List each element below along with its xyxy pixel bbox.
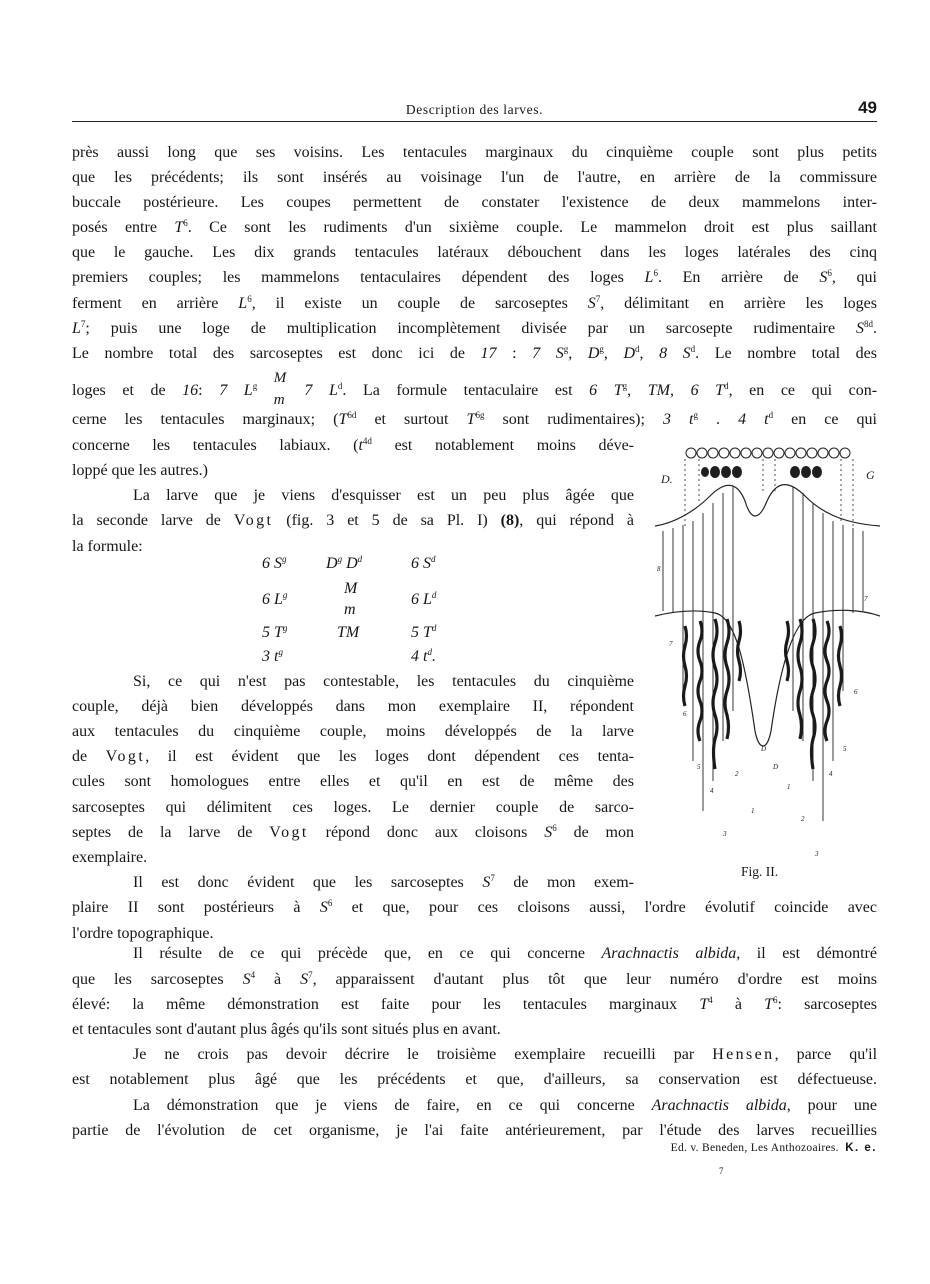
text-line: loges et de 16: 7 $L^g$ M m 7 $L^d$. La formule tentaculaire est 6 $T^g$, TM, 6 $T^d$, en ce qui con- (72, 370, 878, 408)
figure-label-left: D. (661, 472, 673, 486)
page-number: 49 (858, 98, 877, 117)
formula-cell: 5 $T^d$ (411, 623, 437, 641)
text-line: buccale postérieure. Les coupes permettent de constater l'existence de deux mammelons inter- (72, 194, 877, 211)
text-line: élevé: la même démonstration est faite pour les tentacules marginaux $T^4$ à $T^6$: sarcoseptes (72, 995, 878, 1013)
formula-cell: 5 $T^g$ (262, 623, 288, 641)
text-line: que les précédents; ils sont insérés au voisinage l'un de l'autre, en arrière de la commissure (72, 169, 877, 186)
text-line: et tentacules sont d'autant plus âgés qu'ils sont situés plus en avant. (72, 1021, 501, 1038)
tentacle-number: 5 (843, 745, 847, 753)
formula-cell: TM (337, 624, 360, 641)
text-line: la formule: (72, 538, 143, 555)
formula-cell: 6 $L^g$ (262, 590, 288, 608)
text-line: La larve que je viens d'esquisser est un peu plus âgée que (133, 487, 634, 504)
text-line: de Vogt, il est évident que les loges dont dépendent ces tenta- (72, 748, 634, 765)
tentacle-number: 4 (829, 770, 833, 778)
text-line: Il est donc évident que les sarcoseptes $S^7$ de mon exem- (133, 873, 634, 891)
text-line: septes de la larve de Vogt répond donc aux cloisons $S^6$ de mon (72, 823, 634, 841)
tentacle-number: D (761, 745, 767, 753)
tentacle-number: 8 (657, 565, 661, 573)
figure-caption: Fig. II. (741, 864, 779, 879)
text-line: Il résulte de ce qui précède que, en ce qui concerne Arachnactis albida, il est démontré (133, 945, 877, 962)
header-title: Description des larves. (405, 102, 544, 117)
tentacle-number: 7 (669, 640, 673, 648)
text-line: près aussi long que ses voisins. Les tentacules marginaux du cinquième couple sont plus petits (72, 144, 877, 161)
footer-mark: K. e. (845, 1142, 877, 1154)
formula-cell: 4 $t^d$. (411, 647, 436, 665)
formula-cell: 6 $S^g$ (262, 554, 287, 572)
formula-cell: m (344, 601, 356, 618)
tentacle-number: 1 (787, 783, 791, 791)
tentacle-number: 6 (683, 710, 687, 718)
tentacle-number: 6 (854, 688, 858, 696)
text-line: aux tentacules du cinquième couple, moins développés de la larve (72, 723, 634, 740)
formula-cell: $D^g$ $D^d$ (326, 554, 363, 572)
text-line: $L^7$; puis une loge de multiplication incomplètement divisée par un sarcosepte rudimentaire $S^{8d}$. (72, 319, 877, 337)
tentacle-number: 3 (815, 850, 819, 858)
text-line: sarcoseptes qui délimitent ces loges. Le dernier couple de sarco- (72, 799, 634, 816)
text-line: que le gauche. Les dix grands tentacules latéraux débouchent dans les loges latérales des cinq (72, 244, 877, 261)
text-line: plaire II sont postérieurs à $S^6$ et que, pour ces cloisons aussi, l'ordre évolutif coincide avec (72, 898, 878, 916)
footer-text: Ed. v. Beneden, Les Anthozoaires. (670, 1142, 839, 1154)
tentacle-number: 2 (735, 770, 739, 778)
text-line: l'ordre topographique. (72, 925, 214, 942)
tentacle-number: 3 (723, 830, 727, 838)
text-line: loppé que les autres.) (72, 462, 208, 479)
text-line: cerne les tentacules marginaux; ($T^{6d}$ et surtout $T^{6g}$ sont rudimentaires); 3 $t^g$ . 4 $t^d$ en ce qui (72, 410, 878, 428)
tentacle-number: 4 (710, 787, 714, 795)
text-line: Si, ce qui n'est pas contestable, les tentacules du cinquième (133, 673, 634, 690)
text-line: exemplaire. (72, 849, 148, 866)
formula-cell: M (344, 580, 358, 597)
text-line: cules sont homologues entre elles et qu'il en est de même des (72, 773, 634, 790)
header-rule (72, 121, 877, 122)
tentacle-number: 7 (864, 595, 868, 603)
tentacle-number: D (773, 763, 779, 771)
tentacle-number: 5 (697, 763, 701, 771)
footer-imprint (671, 1142, 877, 1154)
text-line: que les sarcoseptes $S^4$ à $S^7$, apparaissent d'autant plus tôt que leur numéro d'ordre est moins (72, 970, 878, 988)
formula-cell: 6 $L^d$ (411, 590, 437, 608)
text-line: Je ne crois pas devoir décrire le troisième exemplaire recueilli par Hensen, parce qu'il (133, 1046, 878, 1063)
figure-ii-drawing (655, 441, 880, 866)
figure-ii (655, 441, 880, 866)
text-line: La démonstration que je viens de faire, en ce qui concerne Arachnactis albida, pour une (133, 1097, 877, 1114)
tentacle-number: 2 (801, 815, 805, 823)
text-line: la seconde larve de Vogt (fig. 3 et 5 de sa Pl. I) (8), qui répond à (72, 512, 635, 529)
tentacle-formula (262, 555, 462, 665)
text-line: est notablement plus âgé que les précédents et que, d'ailleurs, sa conservation est défectueuse. (72, 1071, 877, 1088)
signature-mark: 7 (719, 1166, 724, 1176)
running-header (72, 100, 877, 122)
text-line: couple, déjà bien développés dans mon exemplaire II, répondent (72, 698, 634, 715)
text-line: Le nombre total des sarcoseptes est donc ici de 17 : 7 $S^g$, $D^g$, $D^d$, 8 $S^d$. Le nombre total des (72, 344, 877, 362)
figure-label-right: G (866, 468, 875, 482)
tentacle-number: 1 (751, 807, 755, 815)
formula-cell: 3 $t^g$ (262, 647, 283, 665)
text-line: ferment en arrière $L^6$, il existe un couple de sarcoseptes $S^7$, délimitant en arrière les loges (72, 294, 877, 312)
formula-cell: 6 $S^d$ (411, 554, 436, 572)
text-line: partie de l'évolution de cet organisme, je l'ai faite antérieurement, par l'étude des larves recueillies (72, 1122, 877, 1139)
text-line: posés entre $T^6$. Ce sont les rudiments d'un sixième couple. Le mammelon droit est plus saillant (72, 218, 877, 236)
text-line: premiers couples; les mammelons tentaculaires dépendent des loges $L^6$. En arrière de $S^6$, qui (72, 268, 878, 286)
text-line: concerne les tentacules labiaux. ($t^{4d}$ est notablement moins déve- (72, 436, 634, 454)
